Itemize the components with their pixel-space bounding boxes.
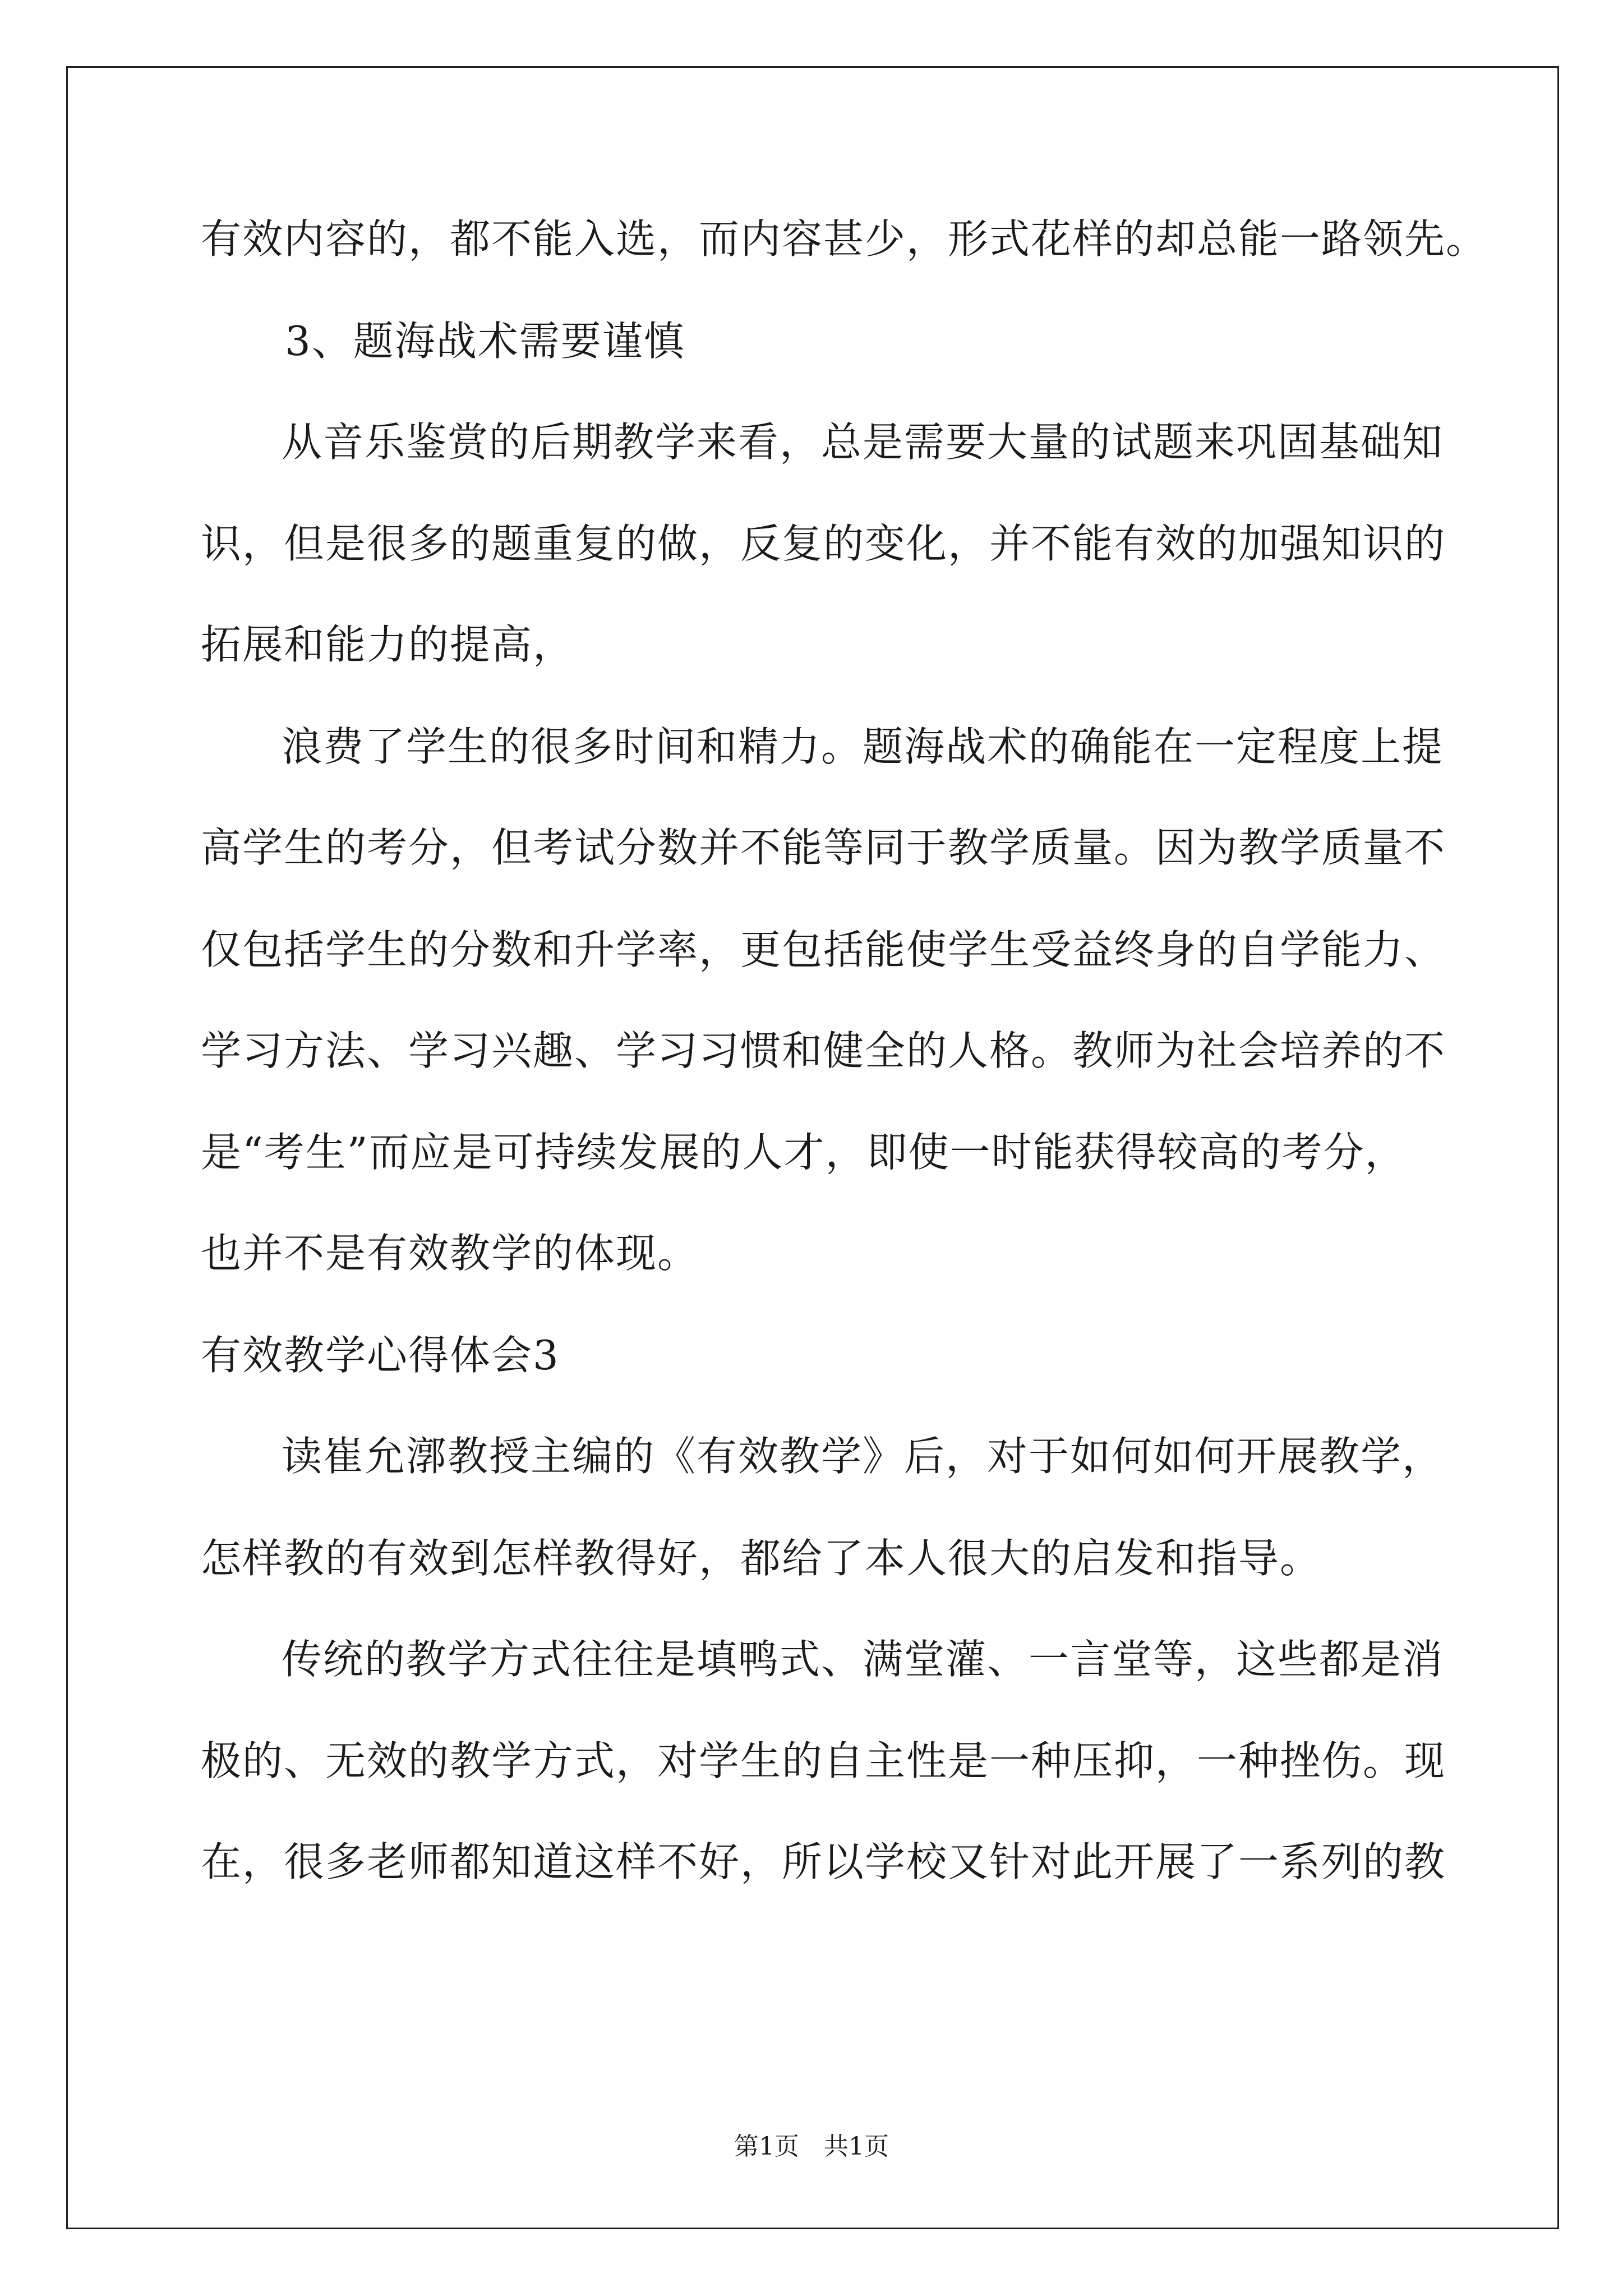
paragraph-line: 也并不是有效教学的体现。 — [201, 1230, 699, 1277]
paragraph-line: 极的、无效的教学方式，对学生的自主性是一种压抑，一种挫伤。现 — [201, 1737, 1446, 1784]
paragraph-line: 读崔允漷教授主编的《有效教学》后，对于如何如何开展教学， — [282, 1433, 1444, 1480]
paragraph-line: 识，但是很多的题重复的做，反复的变化，并不能有效的加强知识的 — [201, 520, 1446, 567]
paragraph-line: 从音乐鉴赏的后期教学来看，总是需要大量的试题来巩固基础知 — [282, 418, 1444, 466]
paragraph-line: 仅包括学生的分数和升学率，更包括能使学生受益终身的自学能力、 — [201, 926, 1446, 973]
page-total: 共1页 — [824, 2132, 889, 2161]
paragraph-line: 在，很多老师都知道这样不好，所以学校又针对此开展了一系列的教 — [201, 1838, 1446, 1885]
section-title: 有效教学心得体会3 — [201, 1332, 560, 1379]
paragraph-line: 高学生的考分，但考试分数并不能等同于教学质量。因为教学质量不 — [201, 824, 1446, 871]
paragraph-line: 有效内容的，都不能入选，而内容甚少，形式花样的却总能一路领先。 — [201, 215, 1488, 263]
page-footer — [0, 2134, 1623, 2159]
paragraph-line: 怎样教的有效到怎样教得好，都给了本人很大的启发和指导。 — [201, 1535, 1322, 1582]
section-heading: 3、题海战术需要谨慎 — [285, 318, 685, 365]
paragraph-line: 传统的教学方式往往是填鸭式、满堂灌、一言堂等，这些都是消 — [282, 1636, 1444, 1683]
paragraph-line: 学习方法、学习兴趣、学习习惯和健全的人格。教师为社会培养的不 — [201, 1027, 1446, 1074]
paragraph-line: 浪费了学生的很多时间和精力。题海战术的确能在一定程度上提 — [282, 723, 1444, 770]
page-number: 第1页 — [734, 2132, 799, 2161]
paragraph-line: 是“考生”而应是可持续发展的人才，即使一时能获得较高的考分， — [201, 1129, 1407, 1176]
paragraph-line: 拓展和能力的提高， — [201, 621, 575, 668]
